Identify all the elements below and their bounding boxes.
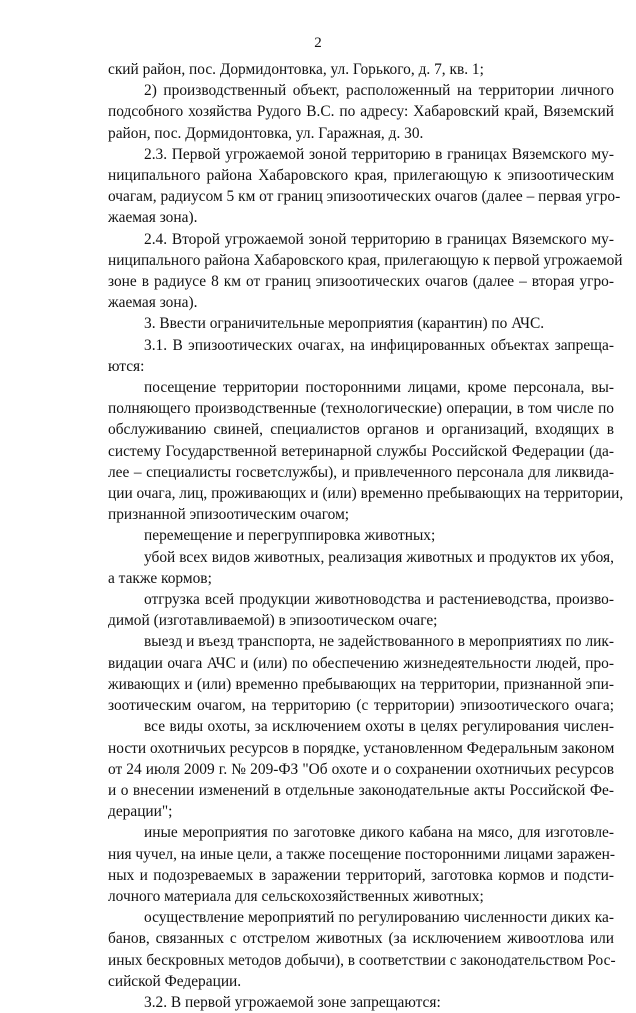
text-line: живающих и (или) временно пребывающих на территории, признанной эпи- xyxy=(108,675,614,693)
text-line: обслуживанию свиней, специалистов органов и организаций, входящих в xyxy=(108,421,614,439)
text-line: ниципального района Хабаровского края, прилегающую к эпизоотическим xyxy=(108,167,614,185)
text-line: 2.3. Первой угрожаемой зоной территорию в границах Вяземского му- xyxy=(144,145,614,163)
text-line: зоне в радиусе 8 км от границ эпизоотических очагов (далее – вторая угро- xyxy=(108,273,614,291)
text-line: перемещение и перегруппировка животных; xyxy=(144,527,436,545)
text-line: лочного материала для сельскохозяйственных животных; xyxy=(108,887,484,905)
text-line: район, пос. Дормидонтовка, ул. Гаражная, д. 30. xyxy=(108,124,424,142)
text-line: видации очага АЧС и (или) по обеспечению жизнедеятельности людей, про- xyxy=(108,654,614,672)
text-line: банов, связанных с отстрелом животных (за исключением живоотлова или xyxy=(108,930,614,948)
text-line: отгрузка всей продукции животноводства и растениеводства, произво- xyxy=(144,591,614,609)
page-number: 2 xyxy=(314,35,322,51)
text-line: все виды охоты, за исключением охоты в целях регулирования числен- xyxy=(144,718,614,736)
text-line: подсобного хозяйства Рудого В.С. по адресу: Хабаровский край, Вяземский xyxy=(108,103,614,121)
text-line: сийской Федерации. xyxy=(108,972,242,990)
text-line: а также кормов; xyxy=(108,569,212,587)
text-line: полняющего производственные (технологические) операции, в том числе по xyxy=(108,400,614,418)
text-line: ниципального района Хабаровского края, прилегающую к первой угрожаемой xyxy=(108,251,623,269)
text-line: убой всех видов животных, реализация животных и продуктов их убоя, xyxy=(144,548,614,566)
text-line: 2.4. Второй угрожаемой зоной территорию в границах Вяземского му- xyxy=(144,230,614,248)
document-body xyxy=(108,59,624,1013)
text-line: систему Государственной ветеринарной службы Российской Федерации (да- xyxy=(108,442,614,460)
text-line: 3.1. В эпизоотических очагах, на инфицированных объектах запреща- xyxy=(144,336,614,354)
text-line: иных бескровных методов добычи), в соответствии с законодательством Рос- xyxy=(108,951,616,969)
text-line: ности охотничьих ресурсов в порядке, установленном Федеральным законом xyxy=(108,739,615,757)
text-line: очагам, радиусом 5 км от границ эпизоотических очагов (далее – первая угро- xyxy=(108,188,621,206)
text-line: ных и подозреваемых в заражении территорий, заготовка кормов и подсти- xyxy=(108,866,614,884)
text-line: дерации"; xyxy=(108,803,173,821)
text-line: ский район, пос. Дормидонтовка, ул. Горького, д. 7, кв. 1; xyxy=(108,61,484,78)
text-line: иные мероприятия по заготовке дикого кабана на мясо, для изготовле- xyxy=(144,824,614,842)
text-line: выезд и въезд транспорта, не задействованного в мероприятиях по лик- xyxy=(144,633,614,651)
text-line: посещение территории посторонними лицами, кроме персонала, вы- xyxy=(144,379,614,397)
text-line: лее – специалисты госветслужбы), и привлеченного персонала для ликвида- xyxy=(108,463,614,481)
text-line: признанной эпизоотическим очагом; xyxy=(108,506,350,524)
text-line: осуществление мероприятий по регулированию численности диких ка- xyxy=(144,909,614,927)
text-line: зоотическим очагом, на территорию (с территории) эпизоотического очага; xyxy=(108,697,614,715)
text-line: от 24 июля 2009 г. № 209-ФЗ "Об охоте и о сохранении охотничьих ресурсов xyxy=(108,760,614,778)
text-line: 2) производственный объект, расположенный на территории личного xyxy=(144,82,614,100)
text-line: жаемая зона). xyxy=(108,294,198,312)
text-line: димой (изготавливаемой) в эпизоотическом очаге; xyxy=(108,612,438,630)
text-line: ции очага, лиц, проживающих и (или) временно пребывающих на территории, xyxy=(108,485,624,503)
text-line: ются: xyxy=(108,357,145,375)
text-line: 3. Ввести ограничительные мероприятия (карантин) по АЧС. xyxy=(144,315,545,333)
text-line: и о внесении изменений в отдельные законодательные акты Российской Фе- xyxy=(108,781,614,799)
text-line: жаемая зона). xyxy=(108,209,198,227)
text-line: ния чучел, на иные цели, а также посещение посторонними лицами заражен- xyxy=(108,845,616,863)
text-line: 3.2. В первой угрожаемой зоне запрещаются: xyxy=(144,993,441,1011)
